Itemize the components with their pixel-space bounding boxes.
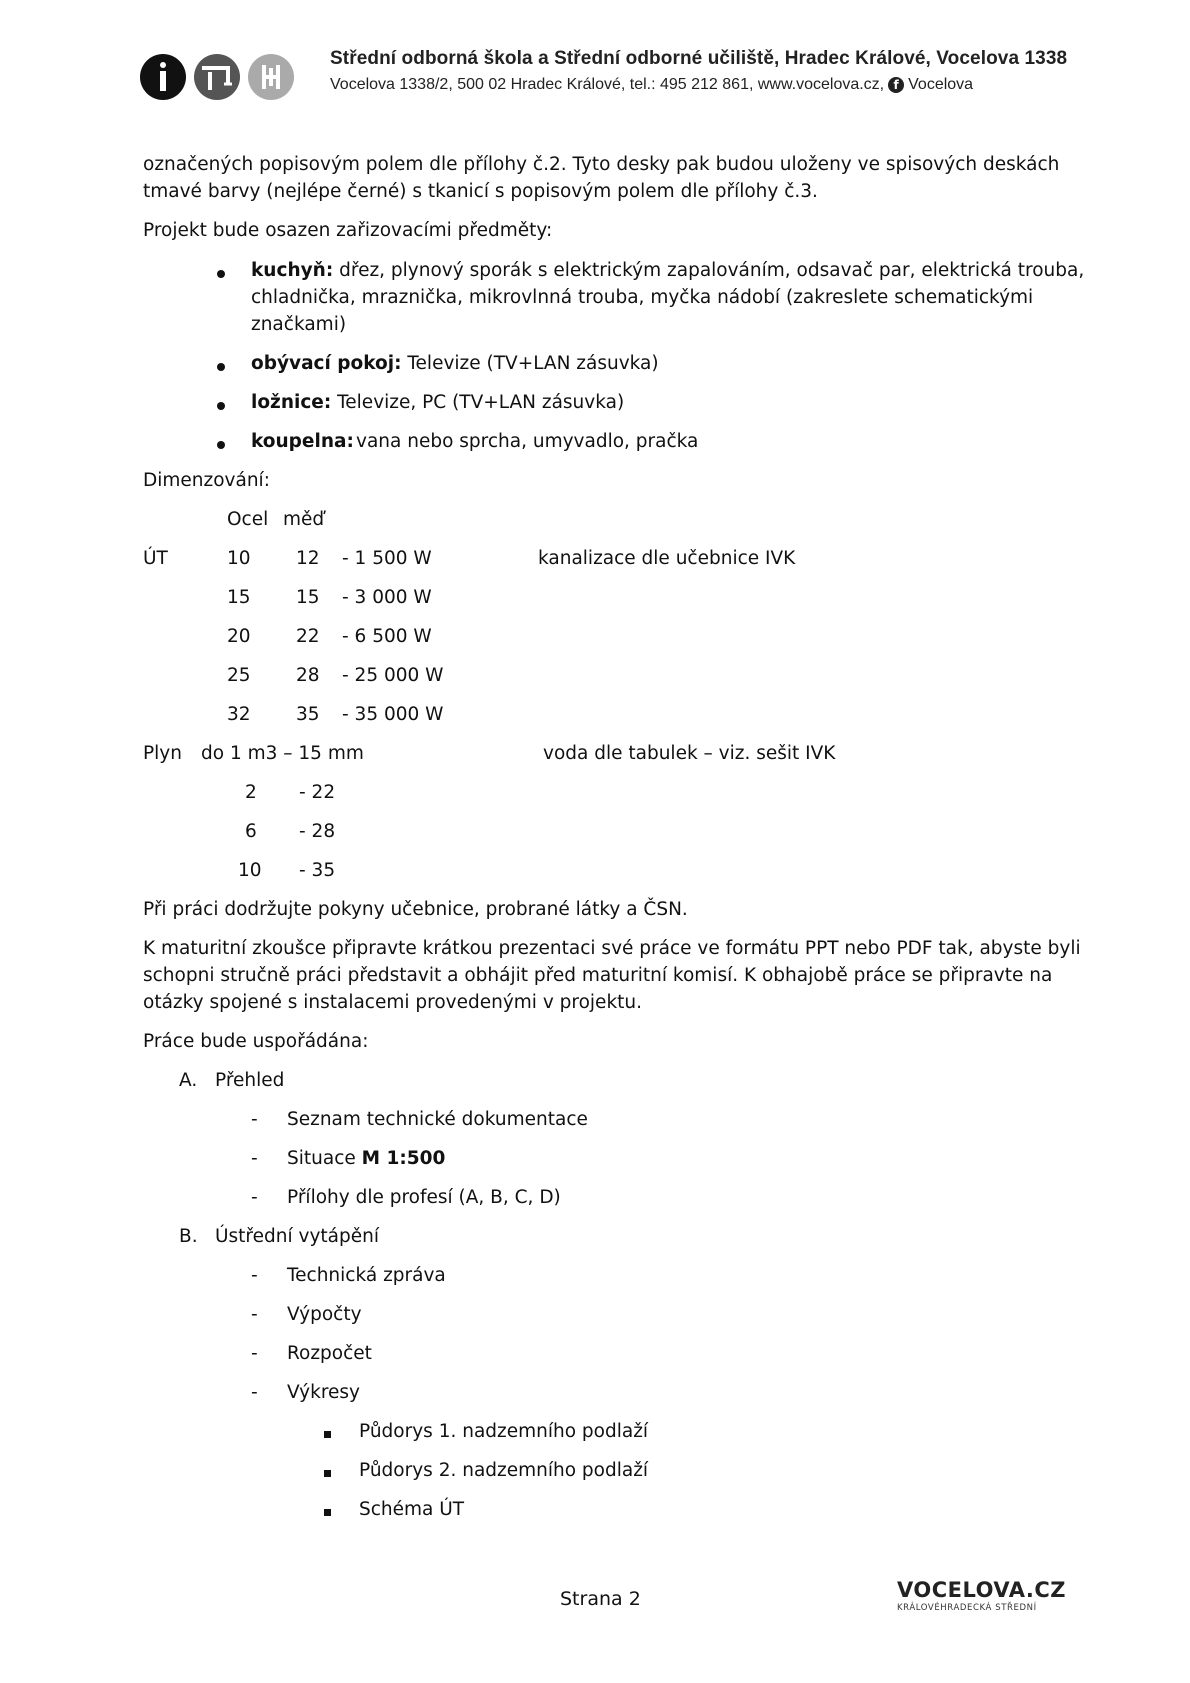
water-note: voda dle tabulek – viz. sešit IVK bbox=[543, 743, 836, 764]
drawing-item: Půdorys 1. nadzemního podlaží bbox=[359, 1421, 649, 1442]
ut-copper-value: 35 bbox=[296, 704, 320, 725]
square-bullet-icon bbox=[324, 1470, 331, 1477]
ut-copper-value: 28 bbox=[296, 665, 320, 686]
fixture-text: Televize, PC (TV+LAN zásuvka) bbox=[331, 392, 625, 413]
list-item-text: Situace bbox=[287, 1148, 362, 1169]
section-letter: B. bbox=[179, 1226, 198, 1247]
section-title: Přehled bbox=[215, 1070, 285, 1091]
structure-heading: Práce bude uspořádána: bbox=[143, 1031, 369, 1052]
bullet-icon bbox=[217, 363, 225, 371]
page-header bbox=[140, 44, 1068, 104]
intro-line-1: označených popisovým polem dle přílohy č.2. Tyto desky pak budou uloženy ve spisových deskách bbox=[143, 154, 1060, 175]
facebook-icon[interactable]: f bbox=[888, 77, 904, 93]
list-item: Přílohy dle profesí (A, B, C, D) bbox=[287, 1187, 561, 1208]
ut-copper-value: 22 bbox=[296, 626, 320, 647]
list-item: Výpočty bbox=[287, 1304, 362, 1325]
fixture-bathroom-text: vana nebo sprcha, umyvadlo, pračka bbox=[356, 431, 699, 452]
ut-label: ÚT bbox=[143, 548, 168, 569]
bullet-icon bbox=[217, 402, 225, 410]
exam-line-3: otázky spojené s instalacemi provedenými v projektu. bbox=[143, 992, 643, 1013]
fixture-label: kuchyň: bbox=[251, 260, 334, 281]
ut-copper-value: 15 bbox=[296, 587, 320, 608]
gas-label: Plyn bbox=[143, 743, 182, 764]
ut-steel-value: 25 bbox=[227, 665, 251, 686]
gas-volume-value: 6 bbox=[245, 821, 257, 842]
ut-copper-value: 12 bbox=[296, 548, 320, 569]
gas-first-row: do 1 m3 – 15 mm bbox=[201, 743, 364, 764]
dash-marker: - bbox=[251, 1109, 258, 1130]
fixture-label: ložnice: bbox=[251, 392, 332, 413]
facebook-label[interactable]: Vocelova bbox=[908, 76, 974, 93]
ut-steel-value: 32 bbox=[227, 704, 251, 725]
fixtures-heading: Projekt bude osazen zařizovacími předměty: bbox=[143, 220, 553, 241]
bullet-icon bbox=[217, 270, 225, 278]
gas-dimension-value: - 28 bbox=[299, 821, 336, 842]
exam-line-1: K maturitní zkoušce připravte krátkou prezentaci své práce ve formátu PPT nebo PDF tak, abyste byli bbox=[143, 938, 1081, 959]
gas-dimension-value: - 35 bbox=[299, 860, 336, 881]
ut-steel-value: 10 bbox=[227, 548, 251, 569]
sewer-note: kanalizace dle učebnice IVK bbox=[538, 548, 796, 569]
list-item-bold: M 1:500 bbox=[361, 1148, 446, 1169]
gas-dimension-value: - 22 bbox=[299, 782, 336, 803]
drawing-item: Schéma ÚT bbox=[359, 1499, 465, 1520]
list-item: Technická zpráva bbox=[287, 1265, 446, 1286]
school-name: Střední odborná škola a Střední odborné učiliště, Hradec Králové, Vocelova 1338 bbox=[330, 48, 1068, 69]
dash-marker: - bbox=[251, 1343, 258, 1364]
ut-power-value: - 25 000 W bbox=[342, 665, 444, 686]
dimensioning-heading: Dimenzování: bbox=[143, 470, 270, 491]
fixture-text: Televize (TV+LAN zásuvka) bbox=[401, 353, 659, 374]
list-item: Výkresy bbox=[287, 1382, 360, 1403]
exam-line-2: schopni stručně práci představit a obhájit před maturitní komisí. K obhajobě práce se připravte na bbox=[143, 965, 1053, 986]
fixture-text: dřez, plynový sporák s elektrickým zapalováním, odsavač par, elektrická trouba, bbox=[333, 260, 1085, 281]
dash-marker: - bbox=[251, 1148, 258, 1169]
ut-power-value: - 3 000 W bbox=[342, 587, 432, 608]
section-title: Ústřední vytápění bbox=[215, 1226, 379, 1247]
ut-power-value: - 6 500 W bbox=[342, 626, 432, 647]
intro-line-2: tmavé barvy (nejlépe černé) s tkanicí s popisovým polem dle přílohy č.3. bbox=[143, 181, 818, 202]
fixture-label: koupelna: bbox=[251, 431, 354, 452]
fixture-bathroom bbox=[251, 431, 354, 452]
school-logo-fan-icon bbox=[248, 54, 294, 100]
school-contact bbox=[330, 76, 1050, 94]
column-steel: Ocel bbox=[227, 509, 269, 530]
dash-marker: - bbox=[251, 1304, 258, 1325]
footer-brand[interactable] bbox=[897, 1578, 1066, 1613]
section-letter: A. bbox=[179, 1070, 198, 1091]
fixture-kitchen-line2: chladnička, mraznička, mikrovlnná trouba, myčka nádobí (zakreslete schematickými bbox=[251, 287, 1034, 308]
gas-volume-value: 2 bbox=[245, 782, 257, 803]
square-bullet-icon bbox=[324, 1509, 331, 1516]
school-logo-tap-icon bbox=[194, 54, 240, 100]
fixture-kitchen bbox=[251, 260, 1084, 281]
page-number: Strana 2 bbox=[560, 1588, 641, 1610]
fixture-label: obývací pokoj: bbox=[251, 353, 402, 374]
dash-marker: - bbox=[251, 1187, 258, 1208]
list-item: Rozpočet bbox=[287, 1343, 372, 1364]
school-address: Vocelova 1338/2, 500 02 Hradec Králové, tel.: 495 212 861, www.vocelova.cz, bbox=[330, 76, 885, 93]
drawing-item: Půdorys 2. nadzemního podlaží bbox=[359, 1460, 649, 1481]
school-logos bbox=[140, 54, 294, 100]
list-item: Seznam technické dokumentace bbox=[287, 1109, 588, 1130]
fixture-living-room bbox=[251, 353, 659, 374]
ut-power-value: - 1 500 W bbox=[342, 548, 432, 569]
brand-name[interactable]: VOCELOVA.CZ bbox=[897, 1578, 1066, 1602]
ut-steel-value: 15 bbox=[227, 587, 251, 608]
square-bullet-icon bbox=[324, 1431, 331, 1438]
brand-subtitle: KRÁLOVÉHRADECKÁ STŘEDNÍ bbox=[897, 1603, 1037, 1613]
bullet-icon bbox=[217, 441, 225, 449]
ut-power-value: - 35 000 W bbox=[342, 704, 444, 725]
fixture-bedroom bbox=[251, 392, 624, 413]
ut-steel-value: 20 bbox=[227, 626, 251, 647]
gas-volume-value: 10 bbox=[238, 860, 262, 881]
header-text bbox=[330, 48, 1068, 94]
dash-marker: - bbox=[251, 1265, 258, 1286]
list-item bbox=[287, 1148, 445, 1169]
rules-text: Při práci dodržujte pokyny učebnice, probrané látky a ČSN. bbox=[143, 899, 688, 920]
fixture-kitchen-line3: značkami) bbox=[251, 314, 347, 335]
school-logo-info-icon bbox=[140, 54, 186, 100]
column-copper: měď bbox=[283, 509, 325, 530]
dash-marker: - bbox=[251, 1382, 258, 1403]
